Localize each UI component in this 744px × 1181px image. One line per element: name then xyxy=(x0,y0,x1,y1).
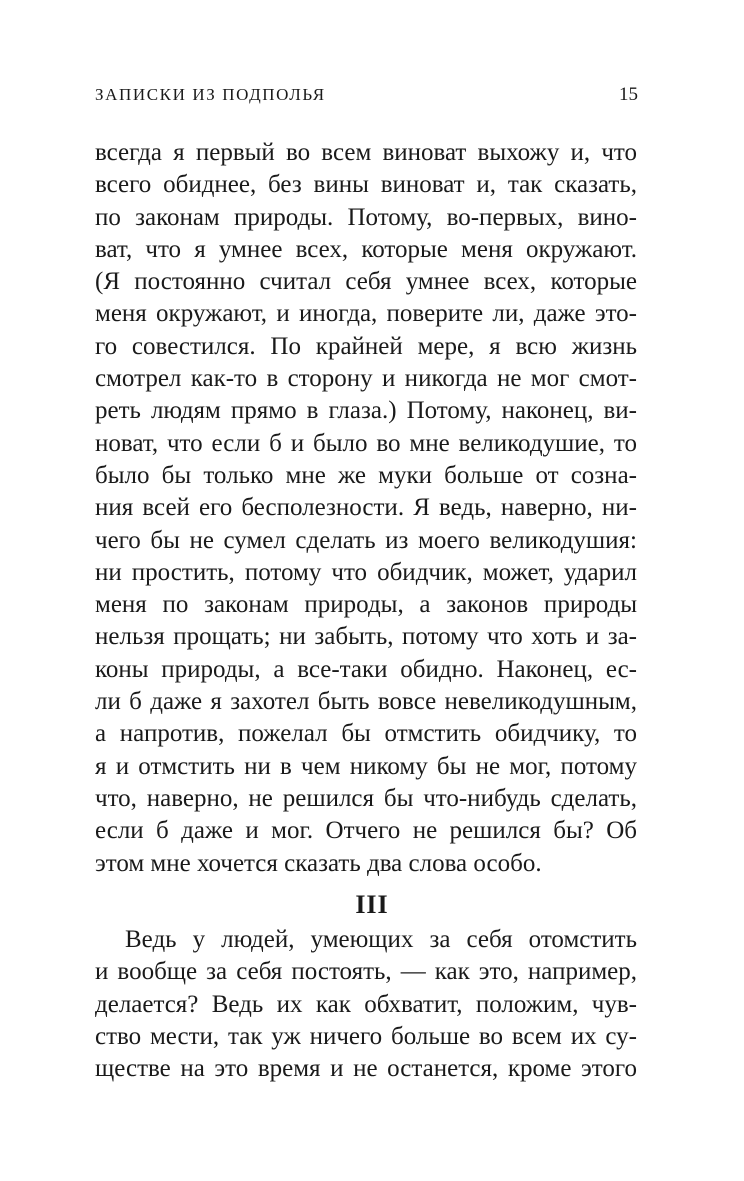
text-line: по законам природы. Потому, во-первых, вино- xyxy=(95,203,637,231)
text-line: что, наверно, не решился бы что-нибудь сделать, xyxy=(95,784,637,812)
text-line: ния всей его бесполезности. Я ведь, наверно, ни- xyxy=(95,494,637,522)
text-line: а напротив, пожелал бы отмстить обидчику, то xyxy=(95,720,637,748)
text-line: смотрел как-то в сторону и никогда не мог смот- xyxy=(95,365,637,393)
text-line: и вообще за себя постоять, — как это, например, xyxy=(95,958,637,986)
text-line: реть людям прямо в глаза.) Потому, наконец, ви- xyxy=(95,397,637,425)
running-title: ЗАПИСКИ ИЗ ПОДПОЛЬЯ xyxy=(95,85,326,104)
text-line: ство мести, так уж ничего больше во всем их су- xyxy=(95,1022,637,1050)
page-number: 15 xyxy=(619,84,638,105)
text-line: ществе на это время и не останется, кроме этого xyxy=(95,1055,637,1083)
text-line: всегда я первый во всем виноват выхожу и, что xyxy=(95,139,637,166)
text-line: делается? Ведь их как обхватит, положим, чув- xyxy=(95,990,637,1018)
text-line: (Я постоянно считал себя умнее всех, которые xyxy=(95,268,637,296)
text-line: было бы только мне же муки больше от созна- xyxy=(95,461,637,489)
running-header xyxy=(95,84,638,108)
text-line: Ведь у людей, умеющих за себя отомстить xyxy=(125,926,637,953)
text-line: этом мне хочется сказать два слова особо. xyxy=(95,849,542,877)
text-line: ли б даже я захотел быть вовсе невеликодушным, xyxy=(95,688,637,716)
text-line: ват, что я умнее всех, которые меня окружают. xyxy=(95,235,637,263)
text-line: если б даже и мог. Отчего не решился бы? Об xyxy=(95,817,637,845)
paragraph-2 xyxy=(95,924,637,1085)
text-line: меня окружают, и иногда, поверите ли, даже это- xyxy=(95,300,637,328)
text-line: всего обиднее, без вины виноват и, так сказать, xyxy=(95,171,637,199)
chapter-heading: III xyxy=(355,889,389,919)
text-line: ни простить, потому что обидчик, может, ударил xyxy=(95,558,637,586)
paragraph-1 xyxy=(95,137,637,880)
text-line: го совестился. По крайней мере, я всю жизнь xyxy=(95,332,637,360)
text-line: чего бы не сумел сделать из моего великодушия: xyxy=(95,526,637,554)
text-line: я и отмстить ни в чем никому бы не мог, потому xyxy=(95,752,637,780)
text-line: коны природы, а все-таки обидно. Наконец, ес- xyxy=(95,655,637,683)
text-line: новат, что если б и было во мне великодушие, то xyxy=(95,429,637,457)
text-line: меня по законам природы, а законов природы xyxy=(95,591,637,619)
text-line: нельзя прощать; ни забыть, потому что хоть и за- xyxy=(95,623,637,651)
